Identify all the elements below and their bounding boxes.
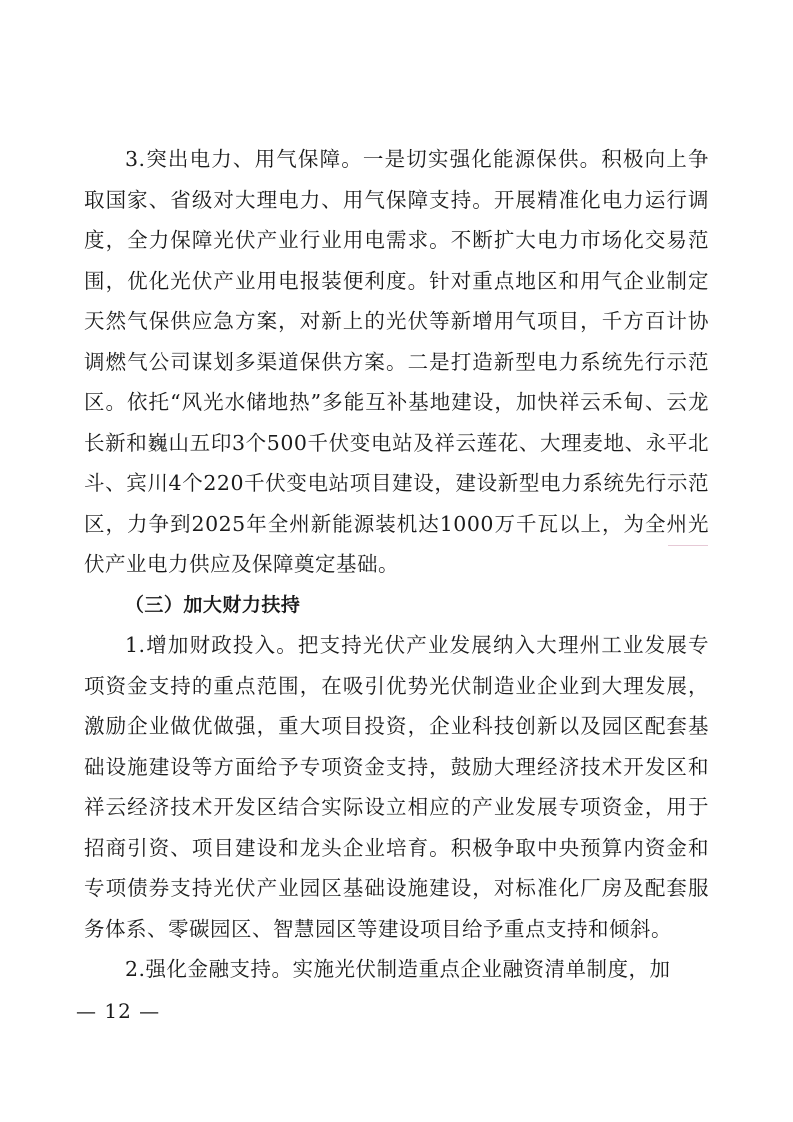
paragraph-financial-support: 2.强化金融支持。实施光伏制造重点企业融资清单制度，加 bbox=[125, 957, 671, 981]
paragraph-power-gas-supply: 3.突出电力、用气保障。一是切实强化能源保供。积极向上争取国家、省级对大理电力、用气保障支持。开展精准化电力运行调度，全力保障光伏产业行业用电需求。不断扩大电力市场化交易范围，优化光伏产业用电报装便利度。针对重点地区和用气企业制定天然气保供应急方案，对新上的光伏等新增用气项目，千方百计协调燃气公司谋划多渠道保供方案。二是打造新型电力系统先行示范区。依托“风光水储地热”多能互补基地建设，加快祥云禾甸、云龙长新和巍山五印3个500千伏变电站及祥云莲花、大理麦地、永平北斗、宾川4个220千伏变电站项目建设，建设新型电力系统先行示范区，力争到2025年全州新能源装机达1000万千瓦以上，为全州光伏产业电力供应及保障奠定基础。 bbox=[84, 147, 709, 576]
page-number: — 12 — bbox=[76, 999, 161, 1023]
paragraph-fiscal-investment: 1.增加财政投入。把支持光伏产业发展纳入大理州工业发展专项资金支持的重点范围，在吸引优势光伏制造业企业到大理发展，激励企业做优做强，重大项目投资，企业科技创新以及园区配套基础设施建设等方面给予专项资金支持，鼓励大理经济技术开发区和祥云经济技术开发区结合实际设立相应的产业发展专项资金，用于招商引资、项目建设和龙头企业培育。积极争取中央预算内资金和专项债券支持光伏产业园区基础设施建设，对标准化厂房及配套服务体系、零碳园区、智慧园区等建设项目给予重点支持和倾斜。 bbox=[84, 633, 709, 941]
section-heading-financial-support: （三）加大财力扶持 bbox=[124, 593, 301, 616]
document-body bbox=[84, 139, 709, 990]
margin-mark bbox=[668, 545, 708, 546]
